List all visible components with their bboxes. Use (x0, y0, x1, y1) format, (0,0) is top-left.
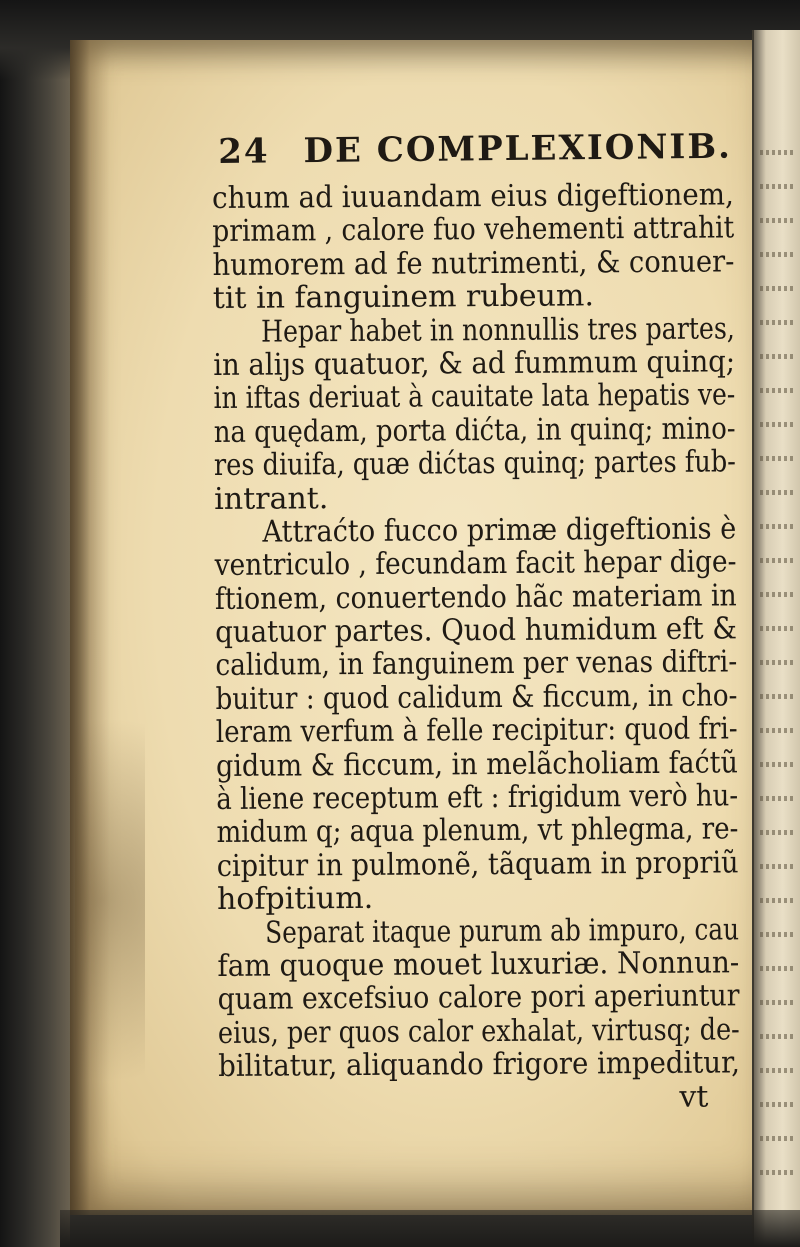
text-line: calidum, in fanguinem per venas diftri- (215, 644, 738, 684)
text-line: ftionem, conuertendo hãc materiam in (214, 578, 737, 617)
facing-page-text-bleed (760, 524, 796, 529)
text-line: bilitatur, aliquando frigore impeditur, (218, 1045, 741, 1085)
text-line: midum q; aqua plenum, vt phlegma, re- (216, 811, 739, 851)
facing-page-text-bleed (760, 830, 796, 835)
page-number: 24 (218, 131, 270, 172)
facing-page-text-bleed (760, 592, 796, 597)
text-line: cipitur in pulmonẽ, tãquam in propriũ (216, 845, 739, 884)
facing-page-text-bleed (760, 388, 796, 393)
facing-page-text-bleed (760, 626, 796, 631)
body-text (212, 178, 759, 1117)
text-line: res diuifa, quæ dićtas quinq; partes fub- (213, 444, 736, 484)
text-line: quam excefsiuo calore pori aperiuntur (217, 978, 740, 1018)
facing-page-text-bleed (760, 694, 796, 699)
facing-page-text-bleed (760, 1034, 796, 1039)
facing-page-text-bleed (760, 558, 796, 563)
facing-page-text-bleed (760, 218, 796, 223)
text-line: in aliȷs quatuor, & ad fummum quinq; (213, 344, 736, 383)
facing-page-text-bleed (760, 456, 796, 461)
facing-page-text-bleed (760, 286, 796, 291)
facing-page-text-bleed (760, 150, 796, 155)
text-line: eius, per quos calor exhalat, virtusq; de- (217, 1012, 740, 1051)
facing-page-text-bleed (760, 1170, 796, 1175)
text-line: fam quoque mouet luxuriæ. Nonnun- (217, 945, 740, 984)
facing-page-text-bleed (760, 864, 796, 869)
facing-page-edge (752, 30, 800, 1247)
facing-page-text-bleed (760, 932, 796, 937)
text-line: Separat itaque purum ab impuro, cau (265, 911, 740, 951)
text-line: Attraćto fucco primæ digeftionis è (262, 511, 737, 550)
facing-page-text-bleed (760, 354, 796, 359)
running-title: DE COMPLEXIONIB. (303, 126, 733, 172)
text-line: hofpitium. (216, 881, 374, 918)
text-line: buitur : quod calidum & ficcum, in cho- (215, 678, 738, 717)
facing-page-text-bleed (760, 320, 796, 325)
book-binding-edge (0, 0, 70, 1247)
facing-page-text-bleed (760, 728, 796, 733)
text-line: gidum & ficcum, in melãcholiam faćtũ (215, 744, 738, 784)
facing-page-text-bleed (760, 1068, 796, 1073)
bottom-shadow (60, 1210, 800, 1247)
facing-page-text-bleed (760, 1102, 796, 1107)
facing-page-text-bleed (760, 796, 796, 801)
text-line: à liene receptum eft : frigidum verò hu- (216, 778, 739, 818)
facing-page-text-bleed (760, 762, 796, 767)
text-line: quatuor partes. Quod humidum eft & (215, 611, 738, 651)
running-header (218, 127, 732, 172)
facing-page-text-bleed (760, 490, 796, 495)
text-line: humorem ad fe nutrimenti, & conuer- (212, 244, 735, 283)
page-stain (75, 700, 145, 1200)
facing-page-text-bleed (760, 966, 796, 971)
facing-page-text-bleed (760, 422, 796, 427)
text-line: Hepar habet in nonnullis tres partes, (260, 310, 735, 350)
facing-page-text-bleed (760, 1136, 796, 1141)
text-line: primam , calore fuo vehementi attrahit (212, 210, 735, 250)
text-line: ventriculo , fecundam facit hepar dige- (214, 544, 737, 584)
facing-page-text-bleed (760, 660, 796, 665)
text-line: intrant. (214, 480, 329, 517)
facing-page-text-bleed (760, 252, 796, 257)
text-line: leram verfum à felle recipitur: quod fri- (215, 711, 738, 751)
text-line: tit in fanguinem rubeum. (212, 278, 595, 317)
text-line: na quędam, porta dićta, in quinq; mino- (213, 411, 736, 450)
facing-page-text-bleed (760, 1000, 796, 1005)
facing-page-text-bleed (760, 184, 796, 189)
text-line: in iftas deriuat à cauitate lata hepatis ve- (213, 377, 736, 417)
facing-page-text-bleed (760, 898, 796, 903)
catchword: vt (679, 1079, 709, 1115)
text-line: chum ad iuuandam eius digeftionem, (211, 177, 735, 216)
